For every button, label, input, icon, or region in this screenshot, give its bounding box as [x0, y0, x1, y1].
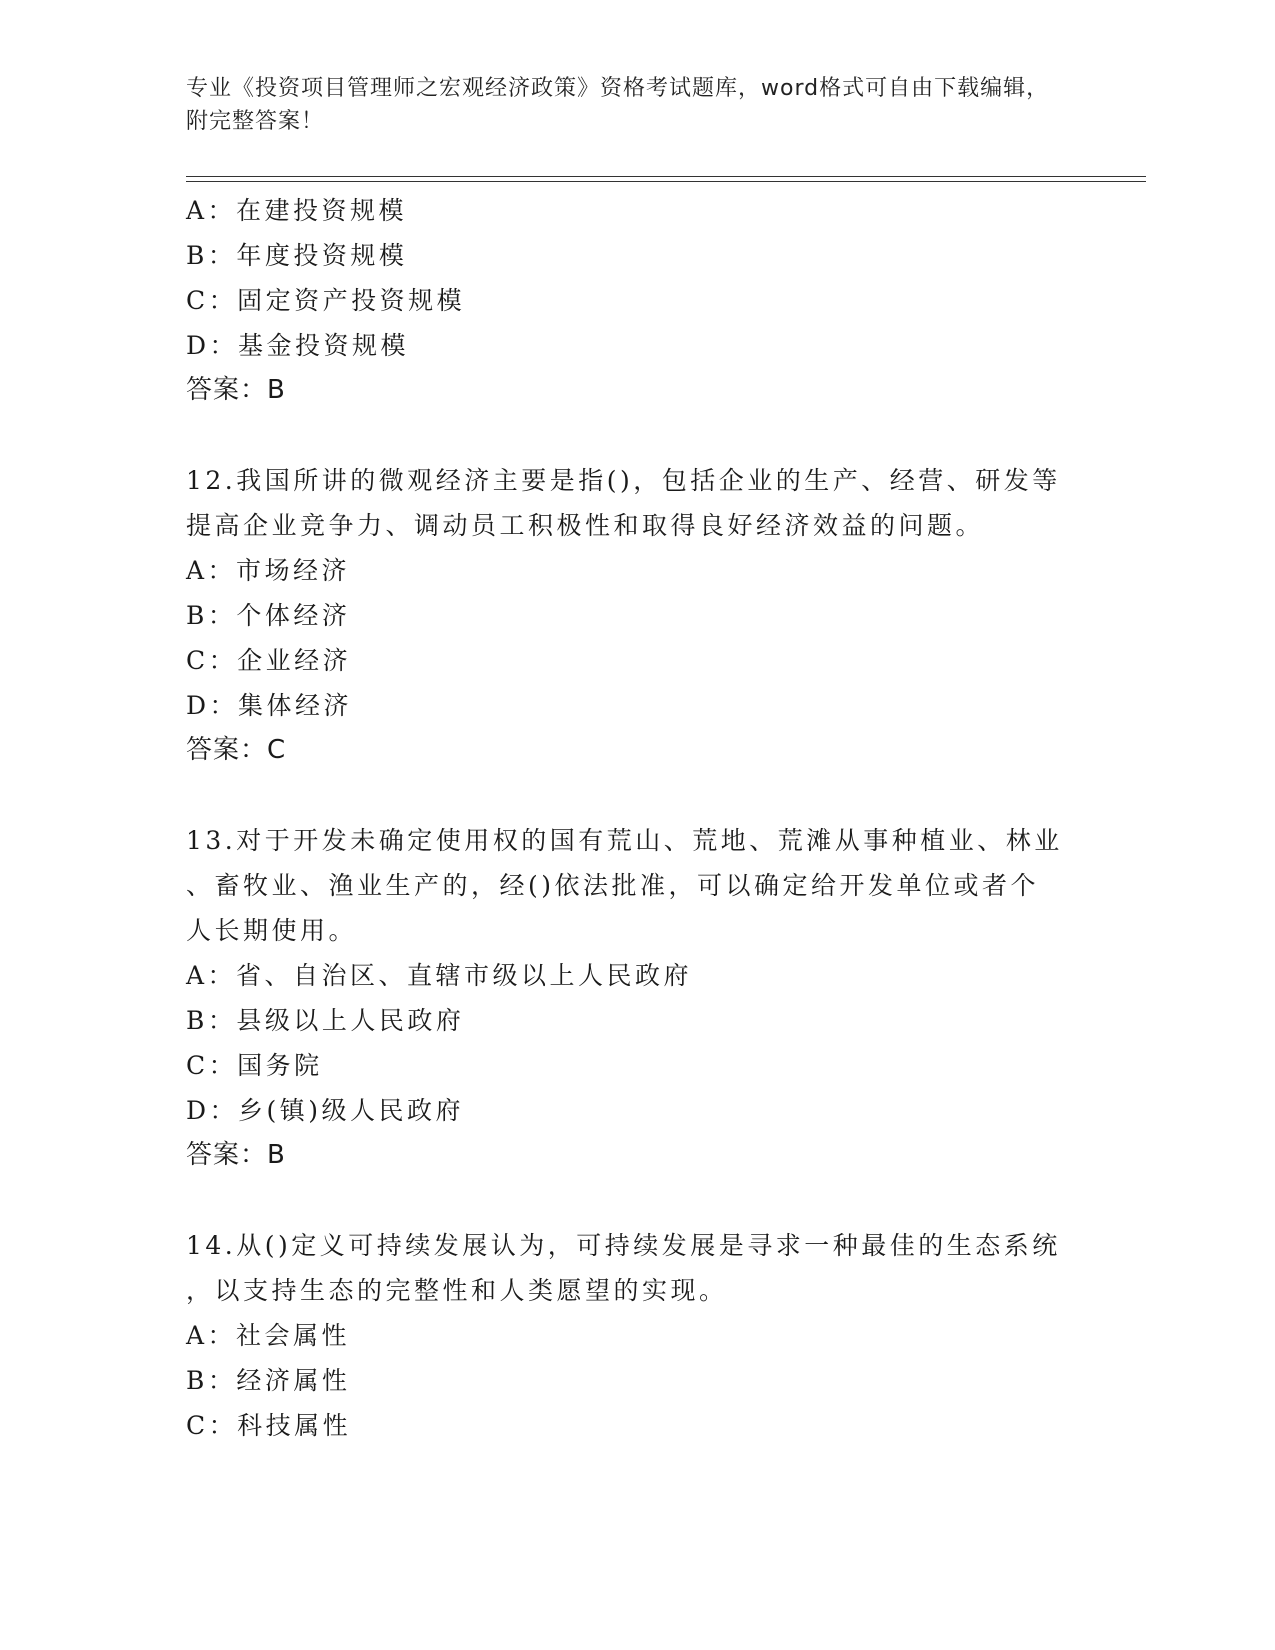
option-c: C：科技属性 [186, 1411, 352, 1440]
header-divider [186, 176, 1146, 182]
question-text: 提高企业竞争力、调动员工积极性和取得良好经济效益的问题。 [186, 511, 985, 540]
question-block [186, 818, 1076, 1178]
question-text: 13.对于开发未确定使用权的国有荒山、荒地、荒滩从事种植业、林业 [186, 826, 1063, 855]
option-d: D：集体经济 [186, 691, 353, 720]
option-b: B：县级以上人民政府 [186, 1006, 465, 1035]
answer-line: 答案：B [186, 375, 286, 405]
option-d: D：乡(镇)级人民政府 [186, 1096, 465, 1125]
option-a: A：市场经济 [186, 556, 351, 585]
option-a: A：在建投资规模 [186, 196, 408, 225]
document-header: 专业《投资项目管理师之宏观经济政策》资格考试题库，word格式可自由下载编辑，附完整答案！ [186, 76, 1050, 134]
question-list [186, 188, 1076, 1448]
answer-line: 答案：B [186, 1140, 286, 1170]
question-text: ，以支持生态的完整性和人类愿望的实现。 [186, 1276, 728, 1305]
option-b: B：个体经济 [186, 601, 351, 630]
question-text: 14.从()定义可持续发展认为，可持续发展是寻求一种最佳的生态系统 [186, 1231, 1061, 1260]
question-block [186, 458, 1076, 773]
question-text: 12.我国所讲的微观经济主要是指()，包括企业的生产、经营、研发等 [186, 466, 1061, 495]
question-block [186, 188, 1076, 413]
option-d: D：基金投资规模 [186, 331, 410, 360]
option-c: C：国务院 [186, 1051, 323, 1080]
option-c: C：企业经济 [186, 646, 352, 675]
question-text: 人长期使用。 [186, 916, 358, 945]
question-block [186, 1223, 1076, 1448]
option-a: A：社会属性 [186, 1321, 351, 1350]
option-b: B：经济属性 [186, 1366, 351, 1395]
option-b: B：年度投资规模 [186, 241, 408, 270]
option-a: A：省、自治区、直辖市级以上人民政府 [186, 961, 693, 990]
option-c: C：固定资产投资规模 [186, 286, 466, 315]
question-text: 、畜牧业、渔业生产的，经()依法批准，可以确定给开发单位或者个 [186, 871, 1040, 900]
answer-line: 答案：C [186, 735, 287, 765]
